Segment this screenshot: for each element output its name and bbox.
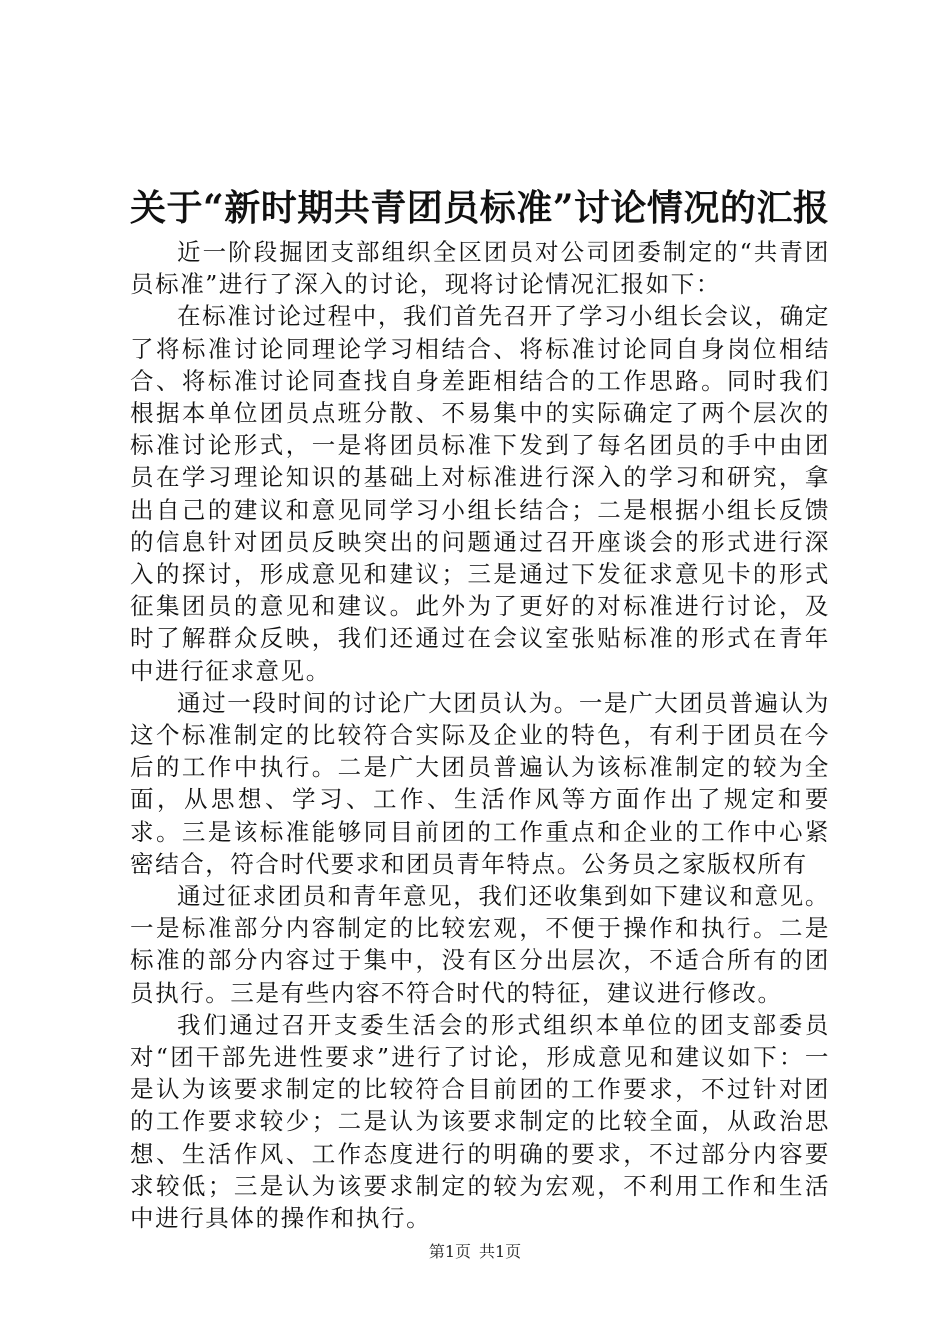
paragraph-suggestions: 通过征求团员和青年意见，我们还收集到如下建议和意见。一是标准部分内容制定的比较宏观，不便于操作和执行。二是标准的部分内容过于集中，没有区分出层次，不适合所有的团员执行。三是有些内容不符合时代的特征，建议进行修改。 <box>130 882 830 1007</box>
paragraph-process: 在标准讨论过程中，我们首先召开了学习小组长会议，确定了将标准讨论同理论学习相结合、将标准讨论同自身岗位相结合、将标准讨论同查找自身差距相结合的工作思路。同时我们根据本单位团员点班分散、不易集中的实际确定了两个层次的标准讨论形式，一是将团员标准下发到了每名团员的手中由团员在学习理论知识的基础上对标准进行深入的学习和研究，拿出自己的建议和意见同学习小组长结合；二是根据小组长反馈的信息针对团员反映突出的问题通过召开座谈会的形式进行深入的探讨，形成意见和建议；三是通过下发征求意见卡的形式征集团员的意见和建议。此外为了更好的对标准进行讨论，及时了解群众反映，我们还通过在会议室张贴标准的形式在青年中进行征求意见。 <box>130 302 830 685</box>
paragraph-opinions: 通过一段时间的讨论广大团员认为。一是广大团员普遍认为这个标准制定的比较符合实际及企业的特色，有利于团员在今后的工作中执行。二是广大团员普遍认为该标准制定的较为全面，从思想、学习、工作、生活作风等方面作出了规定和要求。三是该标准能够同目前团的工作重点和企业的工作中心紧密结合，符合时代要求和团员青年特点。公务员之家版权所有 <box>130 688 830 878</box>
page-number: 第1页 <box>428 1242 471 1261</box>
document-body <box>130 236 830 1234</box>
paragraph-intro: 近一阶段掘团支部组织全区团员对公司团委制定的“共青团员标准”进行了深入的讨论，现将讨论情况汇报如下： <box>130 238 830 299</box>
page-total: 共1页 <box>479 1242 522 1261</box>
paragraph-cadre-requirements: 我们通过召开支委生活会的形式组织本单位的团支部委员对“团干部先进性要求”进行了讨论，形成意见和建议如下：一是认为该要求制定的比较符合目前团的工作要求，不过针对团的工作要求较少；二是认为该要求制定的比较全面，从政治思想、生活作风、工作态度进行的明确的要求，不过部分内容要求较低；三是认为该要求制定的较为宏观，不利用工作和生活中进行具体的操作和执行。 <box>130 1010 830 1233</box>
page-footer <box>0 1242 950 1262</box>
document-title: 关于“新时期共青团员标准”讨论情况的汇报 <box>130 187 830 229</box>
